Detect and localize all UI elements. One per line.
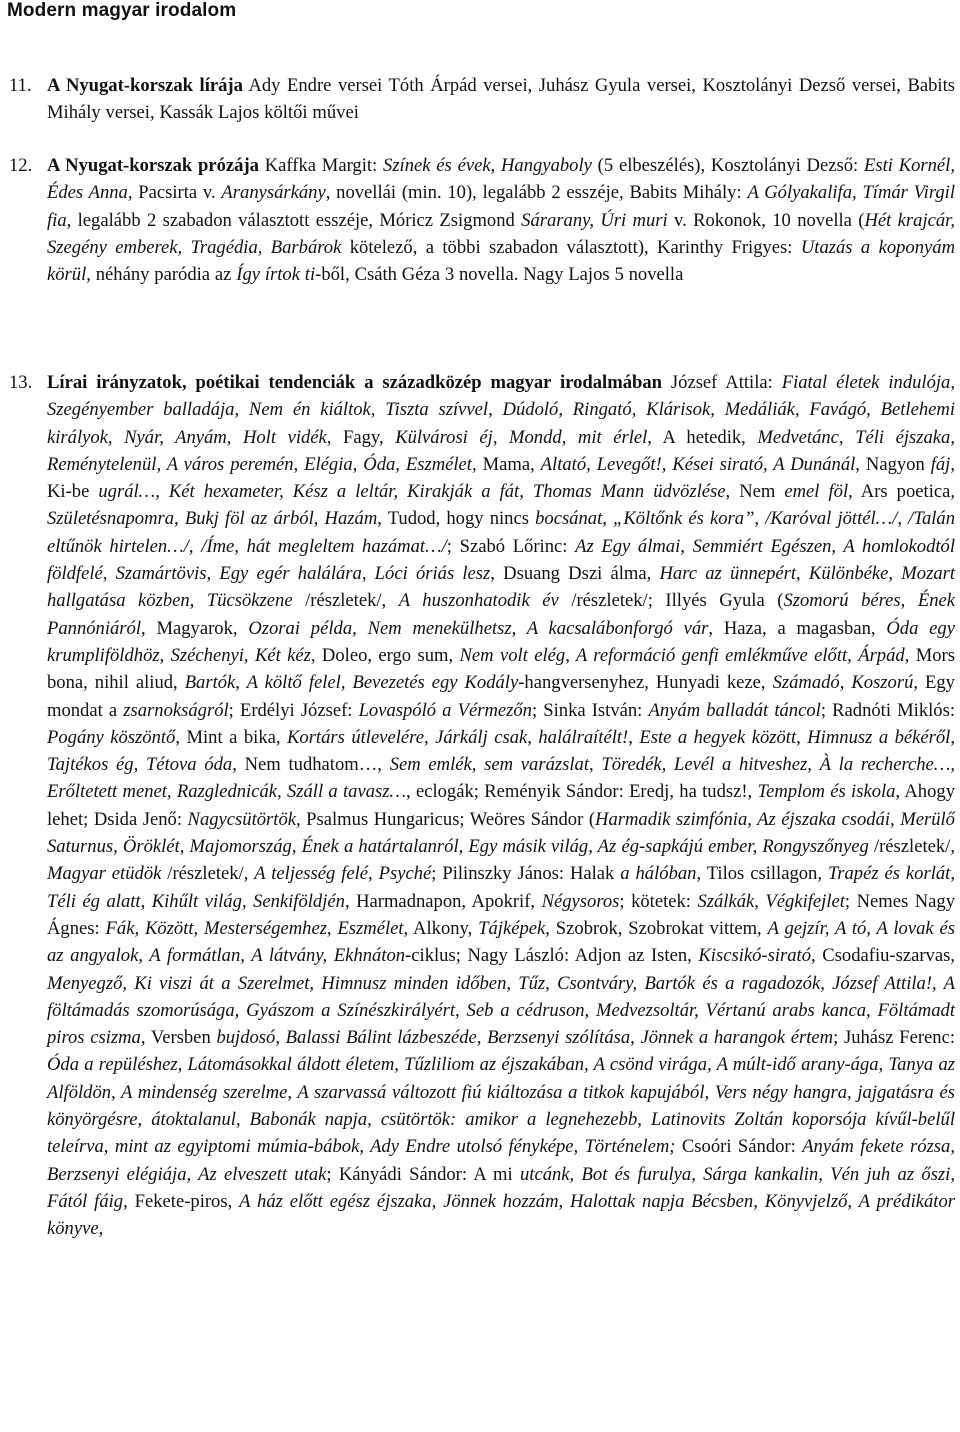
work-title-text: Születésnapomra, Bukj föl az árból, Hazám	[47, 508, 378, 530]
work-title-text: Templom és iskola	[757, 781, 896, 803]
body-text: , Dsuang Dszi álma,	[490, 563, 660, 585]
work-title-text: Medvetánc, Téli éjszaka, Reménytelenül, A város peremén, Elégia, Óda, Eszmélet	[47, 426, 956, 475]
work-title-text: Sem emlék, sem varázslat, Töredék, Levél a hitveshez, À la recherche…, Erőltetett menet, Razglednicák, Száll a tavasz…	[47, 754, 955, 803]
page-title: Modern magyar irodalom	[7, 0, 237, 21]
work-title-text: Utazás a koponyám körül	[47, 236, 956, 286]
body-text: -hangversenyhez, Hunyadi keze,	[518, 672, 773, 694]
work-title-text: Anyám fekete rózsa, Berzsenyi elégiája, Az elveszett utak	[47, 1136, 955, 1185]
work-title-text: Sárarany, Úri muri	[521, 209, 668, 231]
body-text: , Haza, a magasban,	[708, 617, 887, 639]
work-title-text: emel föl	[784, 481, 849, 503]
body-text: , A hetedik,	[647, 426, 758, 448]
body-text: , Ki-be	[47, 453, 955, 503]
body-text: , Fagy,	[326, 426, 396, 448]
body-text: ; Sinka István:	[531, 699, 649, 721]
body-text: ; Juhász Ferenc:	[833, 1027, 955, 1049]
work-title-text: A Gólyakalifa, Tímár Virgil fia	[47, 182, 956, 231]
body-text: ; kötetek:	[619, 890, 698, 912]
work-title-text: zsarnokságról	[123, 699, 229, 721]
work-title-text: Fiatal életek indulója, Szegényember balladája, Nem én kiáltok, Tiszta szívvel, Dúdoló, Ringató, Klárisok, Medáliák, Favágó, Betlehemi királyok, Nyár, Anyám, Holt vidék	[47, 372, 955, 448]
work-title-text: Tájképek	[478, 917, 546, 939]
work-title-text: Óda egy krumpliföldhöz, Széchenyi, Két kéz	[47, 617, 955, 666]
item-text	[47, 369, 955, 1243]
work-title-text: A gejzír, A tó, A lovak és az angyalok, A formátlan, A látvány, Ekhnáton	[47, 917, 955, 967]
body-text: , Nem	[725, 481, 785, 503]
work-title-text: bocsánat, „Költőnk és kora”, /Karóval jöttél…/, /Talán eltűnök hirtelen…/, /Íme, hát megleltem hazámat…/	[47, 508, 956, 557]
work-title-text: Trapéz és korlát, Téli ég alatt, Kihűlt világ, Senkiföldjén	[47, 863, 955, 912]
body-text: , Magyarok,	[141, 617, 249, 639]
body-text: , Ars poetica,	[848, 481, 956, 503]
work-title-text: a hálóban	[620, 863, 697, 885]
item-number: 11.	[9, 75, 32, 96]
body-text: , Csodafiu-szarvas,	[811, 945, 955, 967]
body-text: kötelező, a többi szabadon választott), Karinthy Frigyes:	[341, 236, 801, 258]
work-title-text: A teljesség felé, Psyché	[254, 863, 432, 885]
body-text: , Pacsirta v.	[127, 182, 222, 204]
work-title-text: Aranysárkány	[221, 182, 326, 204]
body-text: Csoóri Sándor:	[675, 1136, 803, 1158]
work-title-text: Pogány köszöntő	[47, 726, 176, 748]
body-text: , Mint a bika,	[175, 726, 287, 748]
body-text: ; Szabó Lőrinc:	[446, 535, 576, 557]
body-text: -ciklus; Nagy László: Adjon az Isten,	[405, 945, 699, 967]
body-text: ; Radnóti Miklós:	[820, 699, 955, 721]
work-title-text: Nem volt elég, A reformáció genfi emlékműve előtt, Árpád	[459, 644, 905, 666]
work-title-text: A huszonhatodik év	[398, 590, 559, 612]
item-text	[47, 72, 955, 127]
body-text: /részletek/; Illyés Gyula (	[558, 590, 784, 612]
work-title-text: fáj	[930, 453, 951, 475]
work-title-text: Kortárs útlevelére, Járkálj csak, halálraítélt!, Este a hegyek között, Himnusz a békéről, Tajtékos ég, Tétova óda	[47, 726, 955, 776]
work-title-text: Szálkák, Végkifejlet	[697, 890, 845, 912]
body-text: , Alkony,	[403, 917, 479, 939]
work-title-text: Óda a repüléshez, Látomásokkal áldott életem, Tűzliliom az éjszakában, A csönd virága, A múlt-idő arany-ága, Tanya az Alföldön, A mindenség szerelme, A szarvassá változott fiú kiáltozása a titkok kapujából, Vers négy hangra, jajgatásra és könyörgésre, átoktalanul, Babonák napja, csütörtök: amikor a legnehezebb, Latinovits Zoltán koporsója kívűl-belűl teleírva, mint az egyiptomi múmia-bábok, Ady Endre utolsó fényképe, Történelem;	[47, 1054, 955, 1158]
body-text: , Fekete-piros,	[123, 1190, 240, 1212]
work-title-text: A ház előtt egész éjszaka, Jönnek hozzám, Halottak napja Bécsben, Könyvjelző, A prédikátor könyve,	[47, 1190, 955, 1240]
heading-text: Lírai irányzatok, poétikai tendenciák a századközép magyar irodalmában	[47, 372, 662, 393]
work-title-text: utcánk, Bot és furulya, Sárga kankalin, Vén juh az őszi, Fától fáig	[47, 1163, 955, 1212]
body-text: -ből, Csáth Géza 3 novella. Nagy Lajos 5 novella	[315, 264, 684, 286]
body-text: , Ahogy lehet; Dsida Jenő:	[47, 781, 955, 830]
work-title-text: bujdosó, Balassi Bálint lázbeszéde, Berzsenyi szólítása, Jönnek a harangok értem	[216, 1027, 834, 1049]
work-title-text: Számadó, Koszorú	[772, 672, 914, 694]
work-title-text: Kiscsikó-sirató	[698, 945, 812, 967]
body-text: /részletek/,	[161, 863, 255, 885]
work-title-text: Négysoros	[541, 890, 620, 912]
body-text: , Mors bona, nihil aliud,	[47, 644, 955, 694]
list-item-12	[9, 152, 956, 288]
body-text: ; Pilinszky János: Halak	[431, 863, 621, 885]
body-text: ; Kányádi Sándor: A mi	[326, 1163, 520, 1185]
work-title-text: Hét krajcár, Szegény emberek, Tragédia, Barbárok	[47, 209, 955, 258]
list-item-11	[9, 72, 955, 127]
body-text: , Nem tudhatom…,	[232, 754, 390, 776]
body-text: József Attila:	[661, 372, 782, 393]
work-title-text: Így írtok ti	[236, 264, 316, 286]
body-text: , Harmadnapon, Apokrif,	[344, 890, 542, 912]
body-text: , Doleo, ergo sum,	[310, 644, 460, 666]
body-text: , Tudod, hogy nincs	[377, 508, 536, 530]
work-title-text: Anyám balladát táncol	[648, 699, 821, 721]
body-text: ; Erdélyi József:	[228, 699, 359, 721]
item-number: 12.	[9, 155, 33, 176]
list-item-13	[9, 369, 956, 1243]
work-title-text: Fák, Között, Mesterségemhez, Eszmélet	[105, 917, 404, 939]
body-text: /részletek/,	[292, 590, 399, 612]
body-text: , Szobrok, Szobrokat vittem,	[545, 917, 768, 939]
work-title-text: Harc az ünnepért, Különbéke, Mozart hallgatása közben, Tücsökzene	[47, 563, 956, 612]
body-text: /részletek/,	[868, 836, 955, 858]
body-text: Kaffka Margit:	[258, 155, 384, 176]
body-text: , Mama,	[471, 453, 541, 475]
body-text: v. Rokonok, 10 novella (	[667, 209, 865, 231]
work-title-text: Külvárosi éj, Mondd, mit érlel	[395, 426, 648, 448]
body-text: ; Nemes Nagy Ágnes:	[47, 890, 955, 939]
body-text: , Nagyon	[855, 453, 931, 475]
work-title-text: Magyar etüdök	[47, 863, 162, 885]
item-number: 13.	[9, 372, 33, 393]
body-text: , eclogák; Reményik Sándor: Eredj, ha tudsz!,	[406, 781, 758, 803]
work-title-text: Altató, Levegőt!, Kései sirató, A Dunánál	[540, 453, 856, 475]
body-text: , legalább 2 szabadon választott esszéje, Móricz Zsigmond	[66, 209, 522, 231]
body-text: , Psalmus Hungaricus; Weöres Sándor (	[296, 808, 596, 830]
work-title-text: Szomorú béres, Ének Pannóniáról	[47, 590, 956, 639]
work-title-text: Bartók, A költő felel, Bevezetés egy Kodály	[184, 672, 519, 694]
work-title-text: Színek és évek, Hangyaboly	[383, 155, 592, 176]
body-text: , Tilos csillagon,	[696, 863, 828, 885]
body-text: , Versben	[140, 1027, 217, 1049]
work-title-text: Ozorai példa, Nem menekülhetsz, A kacsalábonforgó vár	[248, 617, 709, 639]
body-text: Ady Endre versei Tóth Árpád versei, Juhász Gyula versei, Kosztolányi Dezső versei, Babits Mihály versei, Kassák Lajos költői művei	[47, 75, 955, 124]
heading-text: A Nyugat-korszak prózája	[47, 155, 259, 176]
work-title-text: ugrál…, Két hexameter, Kész a leltár, Kirakják a fát, Thomas Mann üdvözlése	[98, 481, 726, 503]
work-title-text: Harmadik szimfónia, Az éjszaka csodái, Merülő Saturnus, Öröklét, Majomország, Ének a határtalanról, Egy másik világ, Az ég-sapkájú ember, Rongyszőnyeg	[47, 808, 955, 858]
body-text: , néhány paródia az	[86, 264, 237, 286]
body-text: , novellái (min. 10), legalább 2 esszéje, Babits Mihály:	[325, 182, 748, 204]
work-title-text: Az Egy álmai, Semmiért Egészen, A homlokodtól földfelé, Szamártövis, Egy egér halálára, Lóci óriás lesz	[47, 535, 955, 585]
work-title-text: Esti Kornél, Édes Anna	[47, 155, 955, 204]
item-text	[47, 152, 955, 288]
work-title-text: Menyegző, Ki viszi át a Szerelmet, Himnusz minden időben, Tűz, Csontváry, Bartók és a ragadozók, József Attila!, A föltámadás szomorúsága, Gyászom a Színészkirályért, Seb a cédruson, Medvezsoltár, Vértanú arabs kanca, Föltámadt piros csizma	[47, 972, 955, 1049]
work-title-text: Nagycsütörtök	[187, 808, 296, 830]
work-title-text: Lovaspóló a Vérmezőn	[358, 699, 532, 721]
heading-text: A Nyugat-korszak lírája	[47, 75, 243, 96]
body-text: (5 elbeszélés), Kosztolányi Dezső:	[591, 155, 864, 176]
body-text: , Egy mondat a	[47, 672, 955, 721]
